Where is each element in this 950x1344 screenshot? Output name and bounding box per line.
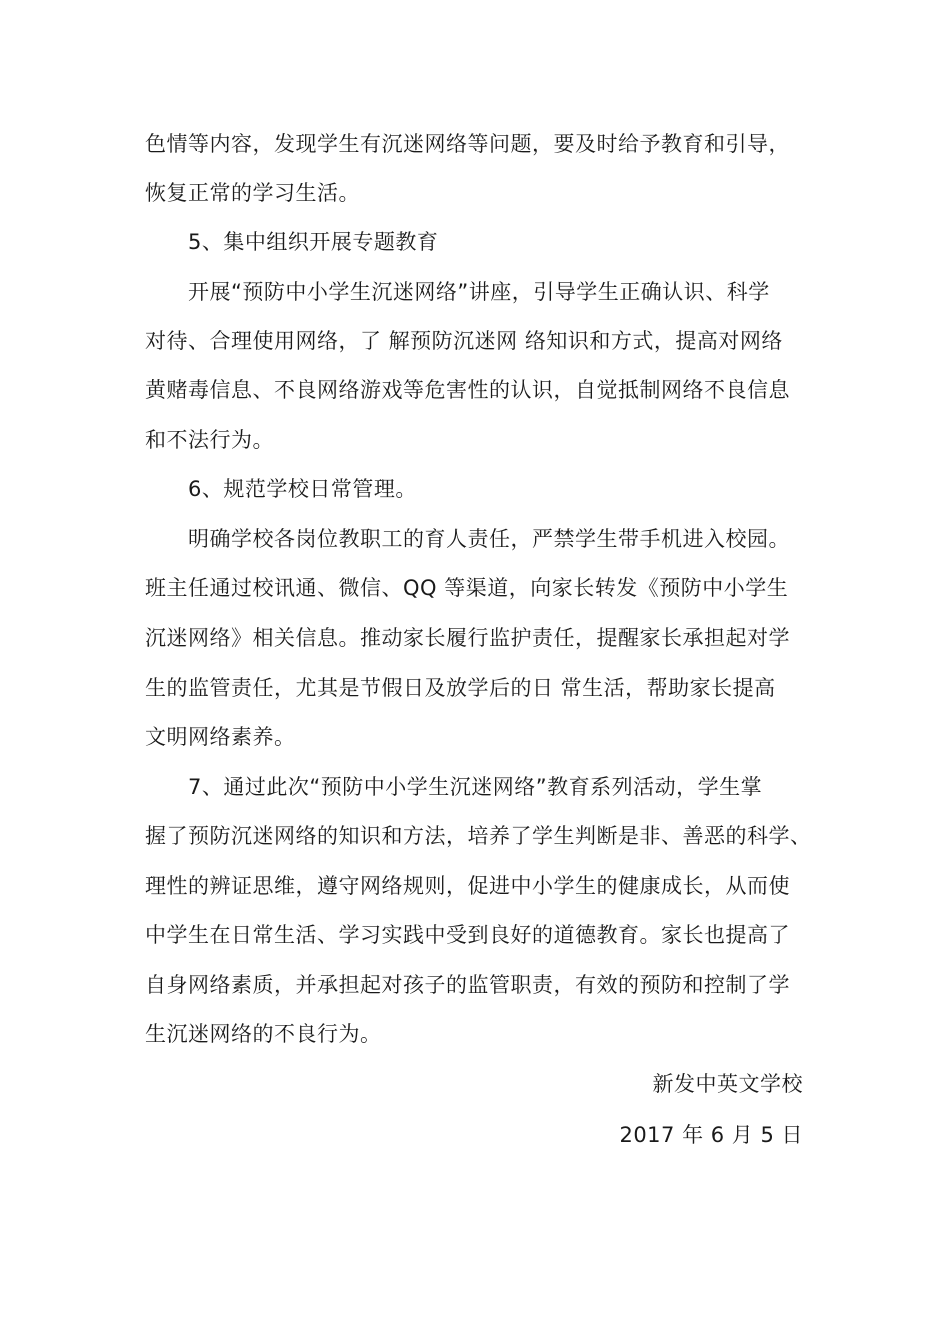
body-text-line: 自身网络素质，并承担起对孩子的监管职责，有效的预防和控制了学: [145, 973, 790, 997]
body-text-line: 握了预防沉迷网络的知识和方法，培养了学生判断是非、善恶的科学、: [145, 824, 812, 848]
signature-school: 新发中英文学校: [652, 1072, 803, 1096]
body-text-line: 生沉迷网络的不良行为。: [145, 1022, 382, 1046]
body-text-line: 和不法行为。: [145, 428, 274, 452]
section-heading: 6、规范学校日常管理。: [188, 477, 417, 501]
body-text-line: 恢复正常的学习生活。: [145, 181, 360, 205]
body-text-line: 对待、合理使用网络，了 解预防沉迷网 络知识和方式，提高对网络: [145, 329, 783, 353]
body-text-line: 理性的辨证思维，遵守网络规则，促进中小学生的健康成长，从而使: [145, 874, 790, 898]
body-text-line: 中学生在日常生活、学习实践中受到良好的道德教育。家长也提高了: [145, 923, 790, 947]
body-text-line: 色情等内容，发现学生有沉迷网络等问题，要及时给予教育和引导，: [145, 132, 790, 156]
body-text-line: 文明网络素养。: [145, 725, 296, 749]
paragraph-first-line: 明确学校各岗位教职工的育人责任，严禁学生带手机进入校园。: [188, 527, 790, 551]
section-heading: 5、集中组织开展专题教育: [188, 230, 439, 254]
body-text-line: 班主任通过校讯通、微信、QQ 等渠道，向家长转发《预防中小学生: [145, 576, 789, 600]
paragraph-first-line: 7、通过此次“预防中小学生沉迷网络”教育系列活动，学生掌: [188, 775, 763, 799]
body-text-line: 沉迷网络》相关信息。推动家长履行监护责任，提醒家长承担起对学: [145, 626, 790, 650]
body-text-line: 生的监管责任，尤其是节假日及放学后的日 常生活，帮助家长提高: [145, 676, 776, 700]
signature-date: 2017 年 6 月 5 日: [619, 1123, 803, 1147]
body-text-line: 黄赌毒信息、不良网络游戏等危害性的认识，自觉抵制网络不良信息: [145, 378, 790, 402]
paragraph-first-line: 开展“预防中小学生沉迷网络”讲座，引导学生正确认识、科学: [188, 280, 770, 304]
